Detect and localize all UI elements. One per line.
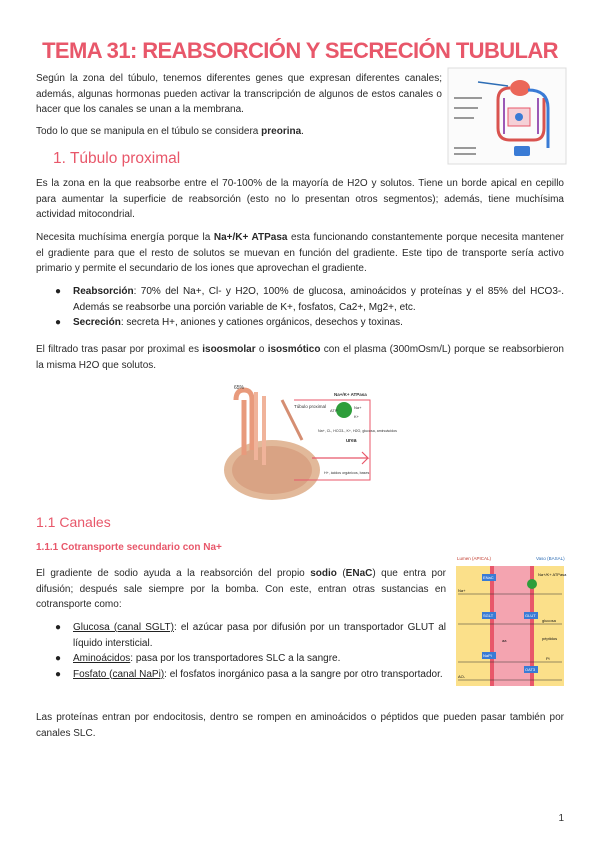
list-item: ● Glucosa (canal SGLT): el azúcar pasa por difusión por un transportador GLUT al líquido intersticial.	[55, 622, 446, 649]
section1-paragraph: Es la zona en la que reabsorbe entre el 70-100% de la mayoría de H2O y solutos. Tiene un borde apical en cepillo para aumentar la superficie de reabsorción (esto no lo presentan otros segmentos); además, tiene muchísima actividad mitocondrial.	[36, 178, 564, 220]
figure3-lumen-label: Lumen (APICAL)	[457, 556, 492, 561]
proximal-tubule-diagram	[222, 380, 397, 500]
section-heading-canales: 1.1 Canales	[36, 514, 111, 530]
section1-bullet-list	[36, 284, 564, 331]
figure3-oat-label: OAT3	[525, 667, 536, 672]
figure2-na-label: Na+	[354, 405, 362, 410]
figure2-k-label: K+	[354, 414, 360, 419]
figure3-aa-label: aa	[502, 638, 507, 643]
figure3-pump-label: Na+/K+ ATPasa	[538, 572, 567, 577]
section11-paragraph-2: Las proteínas entran por endocitosis, dentro se rompen en aminoácidos o péptidos que pueden pasar también por canales SLC.	[36, 712, 564, 739]
figure2-urea-label: urea	[346, 438, 357, 444]
nephron-diagram	[448, 68, 566, 164]
section-heading-tubulo-proximal: 1. Túbulo proximal	[53, 150, 181, 167]
figure3-pi-label: Pi	[546, 656, 550, 661]
figure3-peptidos-label: péptidos	[542, 636, 558, 641]
figure2-tubulo-label: Túbulo proximal	[294, 404, 327, 409]
transporter-diagram	[454, 554, 566, 688]
figure3-glucosa-label: glucosa	[542, 618, 556, 623]
figure3-enac-label: ENaC	[483, 575, 494, 580]
figure2-secretion-label: H+, ácidos orgánicos, bases	[324, 471, 370, 475]
section11-bullet-list	[36, 620, 446, 682]
figure2-pump-label: Na+/K+ ATPasa	[334, 392, 367, 397]
section1-paragraph-2: Necesita muchísima energía porque la Na+/K+ ATPasa esta funcionando constantemente porque necesita mantener el gradiente para que el resto de solutos se muevan en función del gradiente. Este tipo de transporte sería activo primario y permite el secundario de los iones que aprovechan el gradiente.	[36, 232, 564, 274]
list-item: ● Reabsorción: 70% del Na+, Cl- y H2O, 100% de glucosa, aminoácidos y proteínas y el 85% del HCO3-. Además se reabsorbe una porción variable de K+, fosfatos, Ca2+, Mg2+, etc.	[55, 286, 564, 313]
page-number: 1	[558, 813, 564, 824]
figure2-solutes-label: Na+, Cl-, HCO3-, K+, H2O, glucosa, aminoácidos	[318, 429, 397, 433]
figure3-ao-label: AO-	[458, 674, 466, 679]
figure3-na-label: Na+	[458, 588, 466, 593]
subsection-heading-cotransporte: 1.1.1 Cotransporte secundario con Na+	[36, 542, 222, 553]
figure3-glut-label: GLUT	[525, 613, 536, 618]
list-item: ● Fosfato (canal NaPi): el fosfatos inorgánico pasa a la sangre por otro transportador.	[55, 668, 443, 680]
list-item: ● Aminoácidos: pasa por los transportadores SLC a la sangre.	[55, 653, 341, 664]
figure3-napi-label: NaPi	[483, 653, 492, 658]
section11-paragraph: El gradiente de sodio ayuda a la reabsorción del propio sodio (ENaC) que entra por difusión; después sale siempre por la bomba. Con este, entran otras sustancias en cotransporte como:	[36, 568, 446, 610]
figure2-pct: 65%	[234, 385, 245, 391]
figure3-sglt-label: SGLT	[483, 613, 494, 618]
figure3-vasa-label: Vaso (BASAL)	[536, 556, 565, 561]
section1-paragraph-3: El filtrado tras pasar por proximal es isoosmolar o isosmótico con el plasma (300mOsm/L) porque se reabsorbieron la misma H2O que solutos.	[36, 344, 564, 371]
list-item: ● Secreción: secreta H+, aniones y cationes orgánicos, desechos y toxinas.	[55, 317, 403, 328]
intro-paragraph-2: Todo lo que se manipula en el túbulo se considera preorina.	[36, 126, 304, 137]
figure2-atp-label: ATP	[330, 408, 338, 413]
page-title: TEMA 31: REABSORCIÓN Y SECRECIÓN TUBULAR	[42, 38, 558, 63]
intro-paragraph: Según la zona del túbulo, tenemos diferentes genes que expresan diferentes canales; además, algunas hormonas pueden activar la transcripción de algunos de estos canales o hacer que los canales se unan a la membrana.	[36, 73, 442, 115]
